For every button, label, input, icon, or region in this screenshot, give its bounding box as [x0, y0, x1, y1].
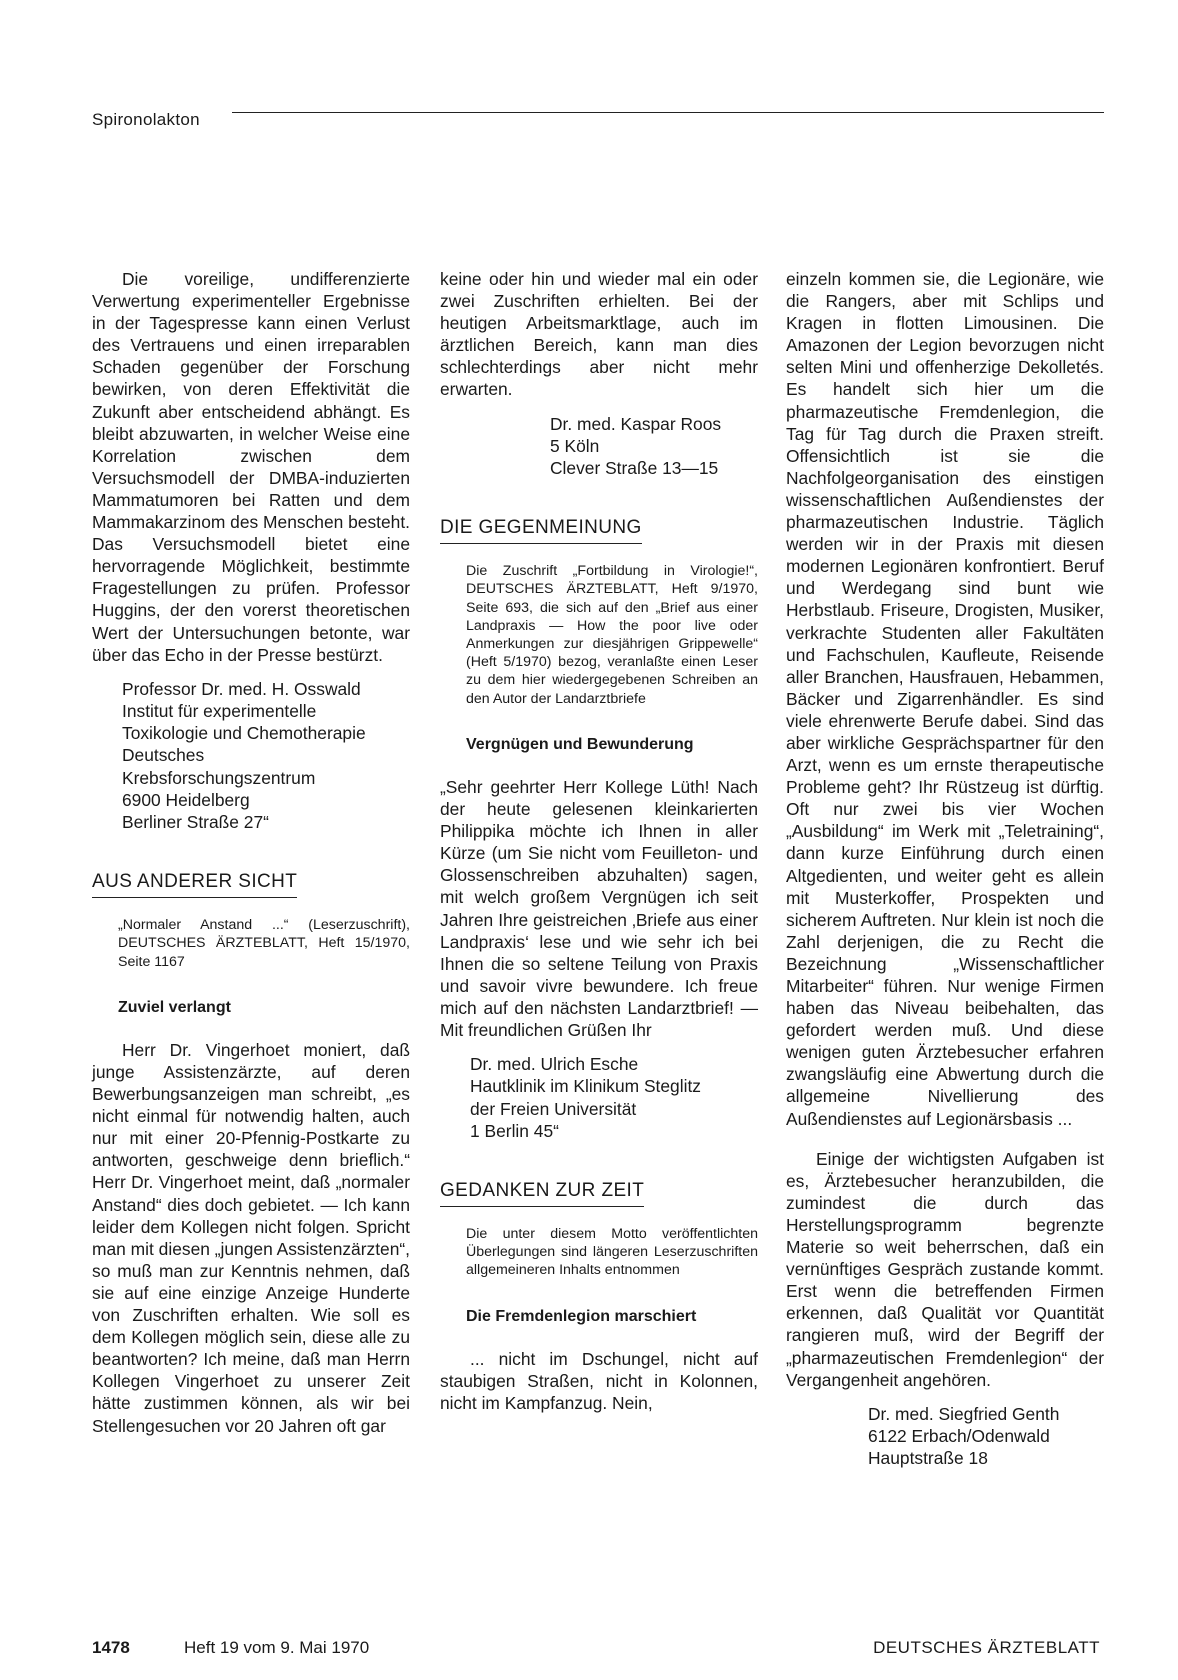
subheading-zuviel-verlangt: Zuviel verlangt	[118, 998, 231, 1016]
column-left	[92, 268, 410, 1437]
paragraph: ... nicht im Dschungel, nicht auf staubigen Straßen, nicht in Kolonnen, nicht im Kampfanzug. Nein,	[440, 1348, 758, 1413]
paragraph: „Sehr geehrter Herr Kollege Lüth! Nach der heute gelesenen kleinkarierten Philippika möchte ich Ihnen in aller Kürze (um Sie nicht vom Feuilleton- und Glossenschreiben abzuhalten) sagen, mit welch großem Vergnügen ich seit Jahren Ihre geistreichen ‚Briefe aus einer Landpraxis‘ lese und wie sehr ich bei Ihnen die so seltene Teilung von Praxis und savoir vivre bewundere. Ich freue mich auf den nächsten Landarztbrief! — Mit freundlichen Grüßen Ihr	[440, 776, 758, 1041]
section-intro: Die unter diesem Motto veröffentlichten Überlegungen sind längeren Leserzuschriften allgemeineren Inhalts entnommen	[466, 1226, 758, 1279]
section-title-aus-anderer-sicht: AUS ANDERER SICHT	[92, 871, 297, 898]
section-intro: „Normaler Anstand ...“ (Leserzuschrift), DEUTSCHES ÄRZTEBLATT, Heft 15/1970, Seite 1167	[118, 917, 410, 970]
signature-roos: Dr. med. Kaspar Roos 5 Köln Clever Straße 13—15	[550, 413, 722, 478]
column-right	[786, 268, 1104, 1469]
subheading-vergnuegen: Vergnügen und Bewunderung	[466, 735, 694, 753]
journal-name: DEUTSCHES ÄRZTEBLATT	[873, 1638, 1100, 1657]
issue-line: Heft 19 vom 9. Mai 1970	[184, 1638, 370, 1657]
signature-osswald: Professor Dr. med. H. Osswald Institut für experimentelle Toxikologie und Chemotherapie Deutsches Krebsforschungszentrum 6900 Heidelberg Berliner Straße 27“	[122, 678, 366, 832]
signature-esche: Dr. med. Ulrich Esche Hautklinik im Klinikum Steglitz der Freien Universität 1 Berlin 45“	[470, 1054, 701, 1141]
header-rule	[232, 112, 1104, 113]
paragraph: Herr Dr. Vingerhoet moniert, daß junge Assistenzärzte, auf deren Bewerbungsanzeigen man schreibt, „es nicht einmal für notwendig halten, auch nur mit einer 20-Pfennig-Postkarte zu antworten, geschweige denn brieflich.“ Herr Dr. Vingerhoet meint, daß „normaler Anstand“ dies doch gebietet. — Ich kann leider dem Kollegen nicht folgen. Spricht man mit diesen „jungen Assistenzärzten“, so muß man zur Kenntnis nehmen, daß sie auf eine einzige Anzeige Hunderte von Zuschriften erhalten. Wie soll es dem Kollegen möglich sein, diese alle zu beantworten? Ich meine, daß man Herrn Kollegen Vingerhoet zu unserer Zeit hätte zustimmen können, als wir bei Stellengesuchen vor 20 Jahren oft gar	[92, 1039, 411, 1436]
subheading-fremdenlegion: Die Fremdenlegion marschiert	[466, 1307, 697, 1325]
section-title-gedanken-zur-zeit: GEDANKEN ZUR ZEIT	[440, 1180, 644, 1207]
paragraph: Die voreilige, undifferenzierte Verwertung experimenteller Ergebnisse in der Tagespresse kann einen Verlust des Vertrauens und einen irreparablen Schaden gegenüber der Forschung bewirken, von deren Effektivität die Zukunft aber entscheidend abhängt. Es bleibt abzuwarten, in welcher Weise eine Korrelation zwischen dem Versuchsmodell der DMBA-induzierten Mammatumoren bei Ratten und dem Mammakarzinom des Menschen besteht. Das Versuchsmodell bietet eine hervorragende Möglichkeit, bestimmte Fragestellungen zu prüfen. Professor Huggins, der den vorerst theoretischen Wert der Untersuchungen betonte, war über das Echo in der Presse bestürzt.	[92, 269, 410, 665]
signature-genth: Dr. med. Siegfried Genth 6122 Erbach/Odenwald Hauptstraße 18	[868, 1403, 1060, 1469]
column-middle	[440, 268, 758, 1414]
section-title-die-gegenmeinung: DIE GEGENMEINUNG	[440, 517, 642, 544]
paragraph: keine oder hin und wieder mal ein oder zwei Zuschriften erhielten. Bei der heutigen Arbeitsmarktlage, auch im ärztlichen Bereich, kann man dies schlechterdings aber nicht mehr erwarten.	[440, 269, 758, 400]
paragraph: Einige der wichtigsten Aufgaben ist es, Ärztebesucher heranzubilden, die zumindest die durch das Herstellungsprogramm begrenzte Materie so weit beherrschen, daß ein vernünftiges Gespräch zustande kommt. Erst wenn die betreffenden Firmen erkennen, daß Qualität vor Quantität rangieren muß, wird der Begriff der „pharmazeutischen Fremdenlegion“ der Vergangenheit angehören.	[786, 1148, 1104, 1390]
section-intro: Die Zuschrift „Fortbildung in Virologie!“, DEUTSCHES ÄRZTEBLATT, Heft 9/1970, Seite 693, die sich auf den „Brief aus einer Landpraxis — How the poor live oder Anmerkungen zur diesjährigen Grippewelle“ (Heft 5/1970) bezog, veranlaßte einen Leser zu dem hier wiedergegebenen Schreiben an den Autor der Landarztbriefe	[466, 563, 758, 707]
running-head: Spironolakton	[92, 110, 200, 129]
paragraph: einzeln kommen sie, die Legionäre, wie die Rangers, aber mit Schlips und Kragen in flotten Limousinen. Die Amazonen der Legion bevorzugen nicht selten Mini und offenherzige Dekolletés. Es handelt sich hier um die pharmazeutische Fremdenlegion, die Tag für Tag durch die Praxen streift. Offensichtlich ist sie die Nachfolgeorganisation des einstigen wissenschaftlichen Außendienstes der pharmazeutischen Industrie. Täglich werden wir in der Praxis mit diesen modernen Legionären konfrontiert. Beruf und Werdegang sind bunt wie Herbstlaub. Friseure, Drogisten, Musiker, verkrachte Studenten aller Fakultäten und Fachschulen, Kaufleute, Reisende aller Branchen, Hausfrauen, Hebammen, Bäcker und Zigarrenhändler. Es sind viele ehrenwerte Berufe dabei. Sind das aber wirkliche Gesprächspartner für den Arzt, wenn es um ernste therapeutische Probleme geht? Ihr Rüstzeug ist dürftig. Oft nur zwei bis vier Wochen „Ausbildung“ im Werk mit „Teletraining“, dann kurze Einführung durch einen Altgedienten, und weiter geht es allein mit Musterkoffer, Prospekten und sicherem Auftreten. Nur klein ist noch die Zahl derjenigen, die zu Recht die Bezeichnung „Wissenschaftlicher Mitarbeiter“ führen. Nur wenige Firmen haben das Niveau beibehalten, das gefordert werden muß. Und diese wenigen guten Ärztebesucher erfahren zwangsläufig eine Abwertung durch die allgemeine Nivellierung des Außendienstes auf Legionärsbasis ...	[786, 269, 1104, 1129]
page-number: 1478	[92, 1638, 130, 1657]
